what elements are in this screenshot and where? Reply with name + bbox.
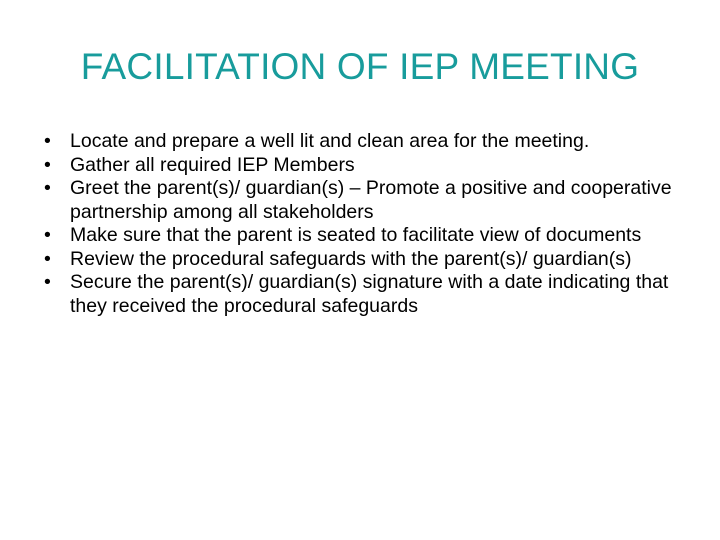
bullet-text: Secure the parent(s)/ guardian(s) signature with a date indicating that they received the procedural safeguards [70,271,669,317]
bullet-icon: • [44,177,51,199]
bullet-text: Review the procedural safeguards with the parent(s)/ guardian(s) [70,247,632,270]
bullet-item [44,224,684,248]
bullet-text: Locate and prepare a well lit and clean area for the meeting. [70,130,590,152]
bullet-item [44,177,684,224]
bullet-icon: • [44,247,51,270]
bullet-item [44,154,684,178]
bullet-item [44,130,684,154]
bullet-text: Gather all required IEP Members [70,153,355,176]
bullet-icon: • [44,153,51,176]
bullet-icon: • [44,271,51,293]
bullet-list [44,130,684,318]
bullet-icon: • [44,224,51,246]
bullet-item [44,271,684,318]
bullet-text: Greet the parent(s)/ guardian(s) – Promote a positive and cooperative partnership among all stakeholders [70,177,672,223]
slide-title: FACILITATION OF IEP MEETING [80,46,640,87]
bullet-item [44,248,684,272]
bullet-icon: • [44,130,51,152]
bullet-text: Make sure that the parent is seated to facilitate view of documents [70,224,642,246]
